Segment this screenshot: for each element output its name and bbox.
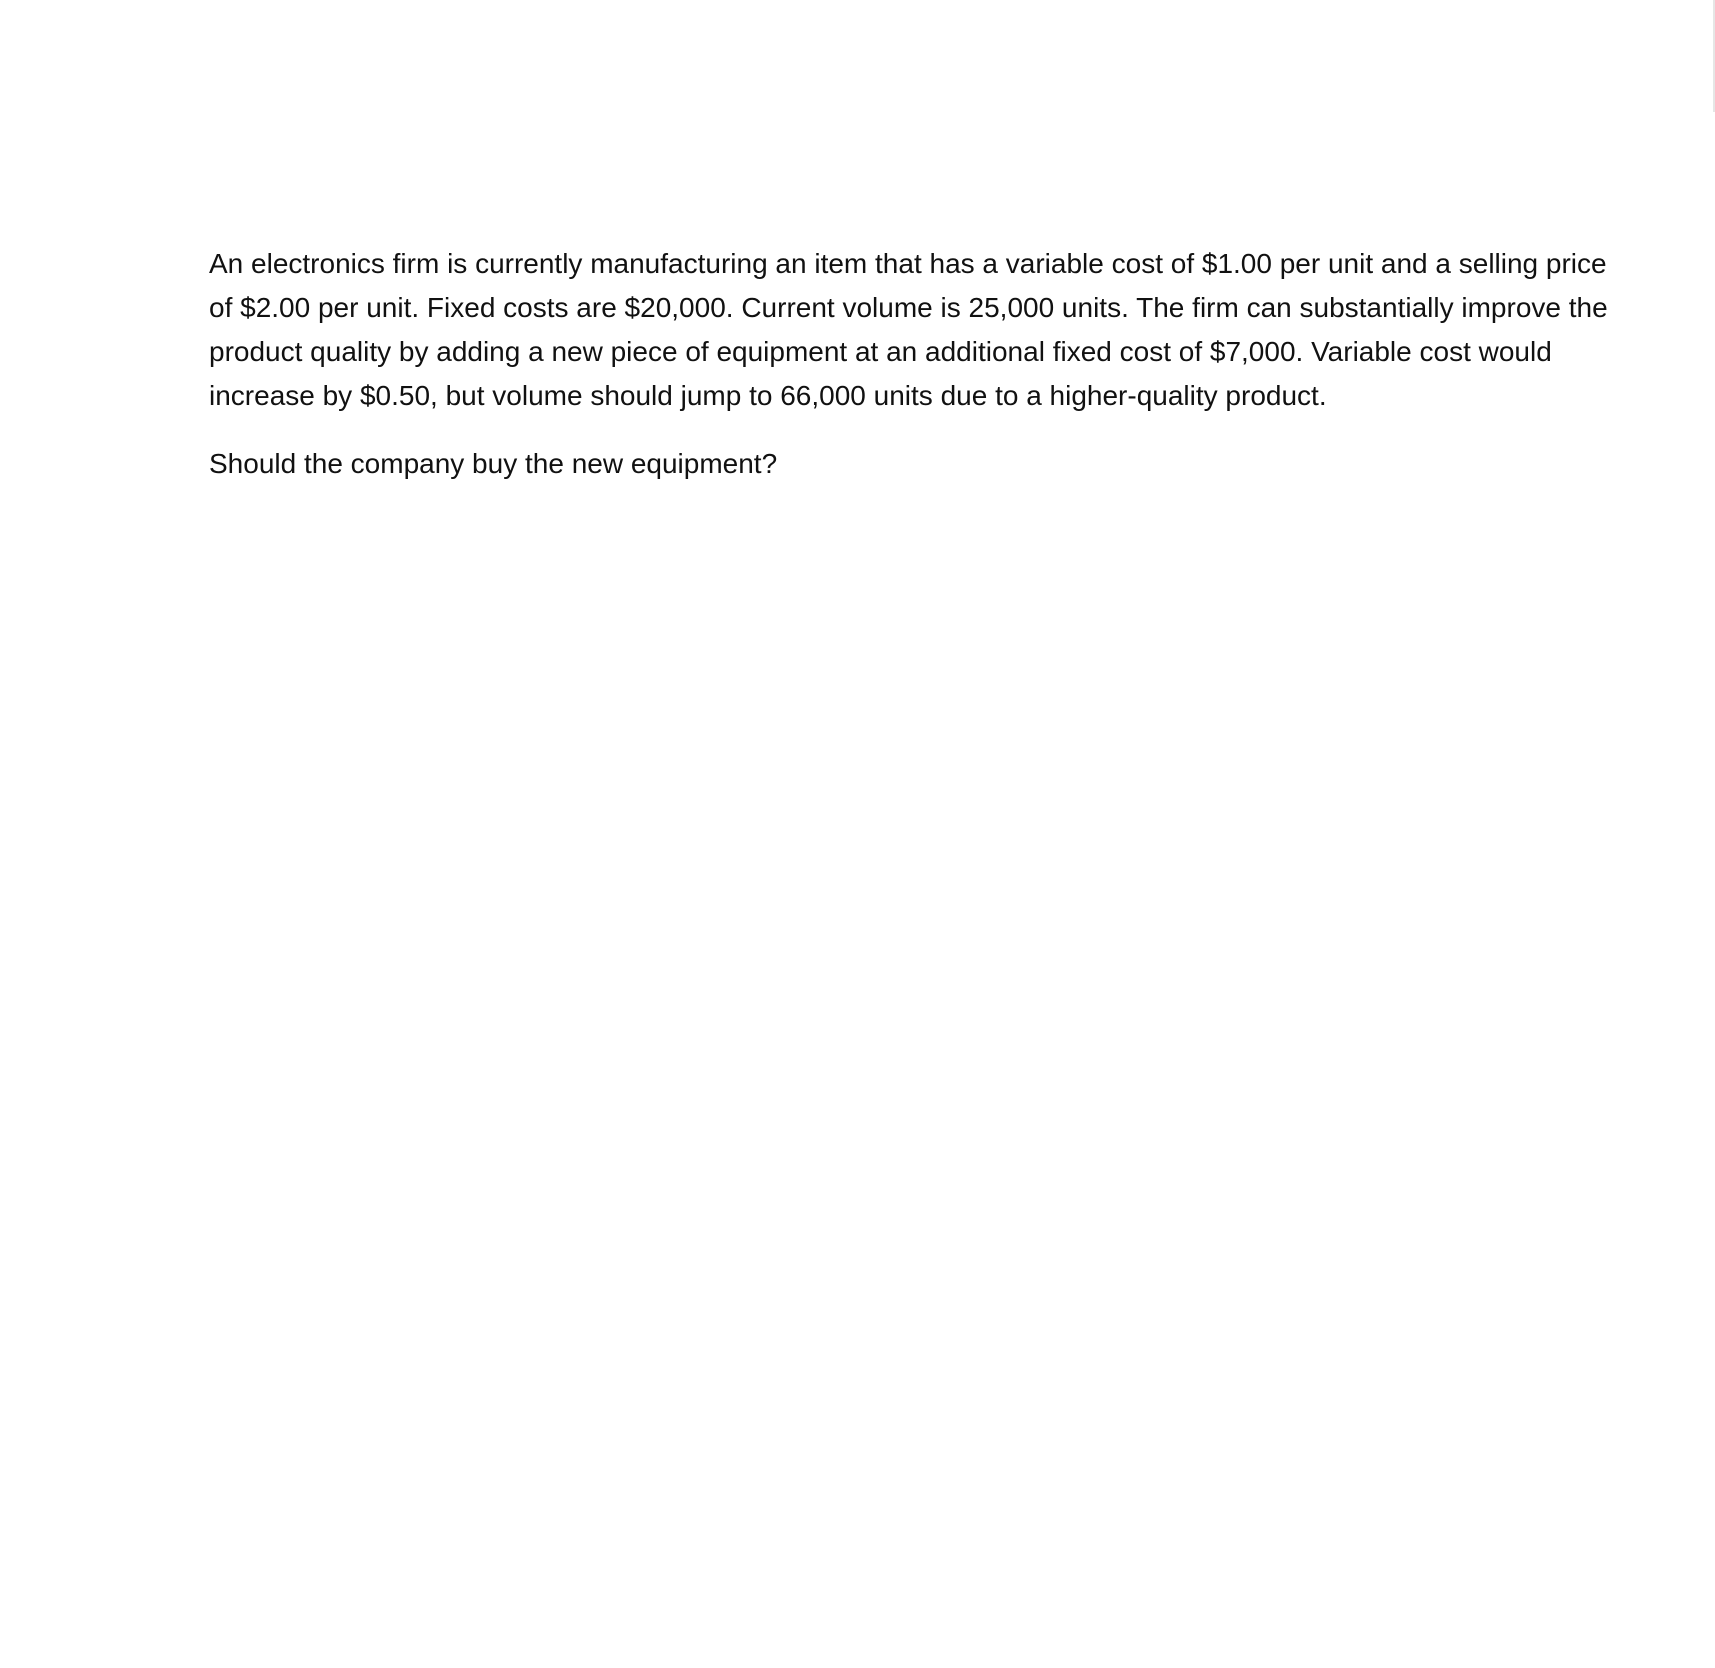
problem-content <box>209 242 1619 486</box>
question-paragraph: Should the company buy the new equipment? <box>209 448 778 479</box>
problem-paragraph: An electronics firm is currently manufacturing an item that has a variable cost of $1.00 per unit and a selling price of $2.00 per unit. Fixed costs are $20,000. Current volume is 25,000 units. The firm can substantially improve the product quality by adding a new piece of equipment at an additional fixed cost of $7,000. Variable cost would increase by $0.50, but volume should jump to 66,000 units due to a higher-quality product. <box>209 248 1608 411</box>
